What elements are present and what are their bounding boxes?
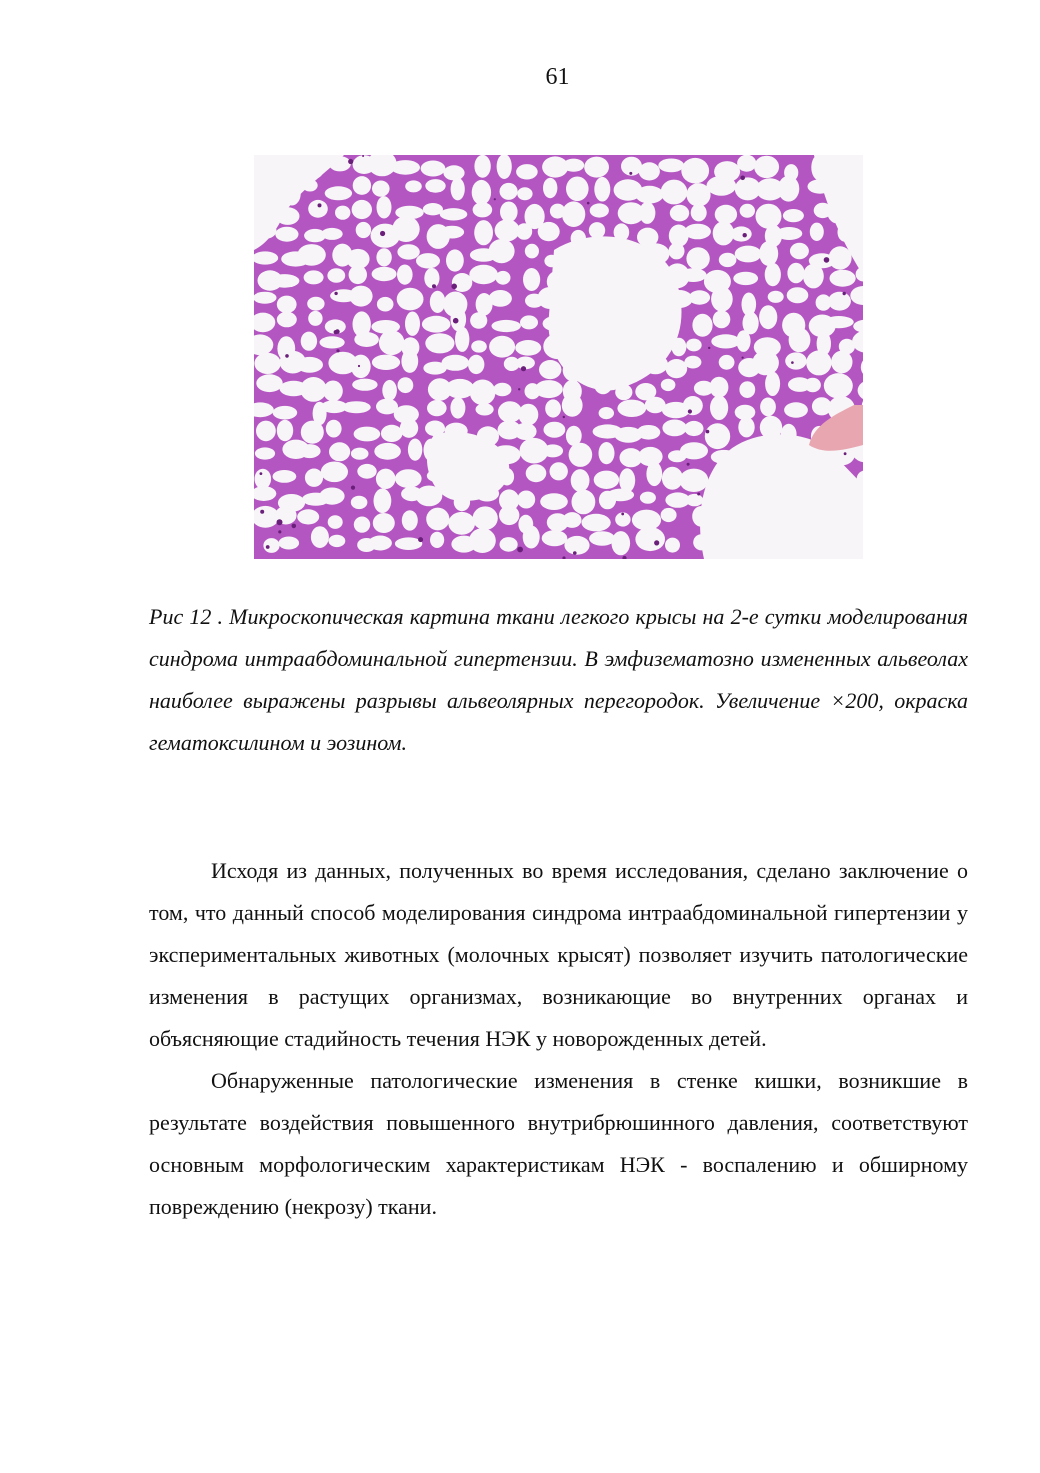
alveolus	[470, 312, 487, 329]
alveolus	[829, 246, 852, 269]
alveolus	[566, 177, 589, 202]
alveolus	[810, 223, 824, 241]
alveolus	[308, 200, 328, 218]
alveolus	[661, 180, 688, 205]
page-number: 61	[545, 64, 570, 90]
alveolus	[739, 381, 755, 398]
nucleus-dot	[742, 357, 744, 359]
alveolus	[711, 287, 733, 312]
paragraph-2: Обнаруженные патологические изменения в стенке кишки, возникшие в результате воздействия повышенного внутрибрюшинного давления, соответствуют основным морфологическим характеристикам НЭК - воспалению и обширному повреждению (некрозу) ткани.	[149, 1068, 968, 1219]
alveolus	[525, 244, 539, 259]
alveolus	[311, 526, 329, 548]
alveolus	[329, 535, 346, 547]
alveolus	[737, 155, 756, 172]
alveolus	[352, 379, 377, 391]
alveolus	[473, 506, 498, 530]
alveolus	[426, 508, 449, 531]
alveolus	[710, 395, 728, 420]
alveolus	[381, 425, 403, 442]
alveolus	[474, 220, 493, 245]
alveolus	[500, 202, 518, 223]
alveolus	[489, 336, 515, 358]
alveolus	[692, 314, 712, 337]
nucleus-dot	[706, 430, 710, 434]
alveolus	[277, 420, 293, 441]
alveolus	[275, 227, 298, 242]
alveolus	[368, 536, 392, 551]
alveolus	[493, 383, 511, 397]
alveolus	[277, 296, 297, 314]
alveolus	[372, 181, 390, 197]
alveolus	[471, 340, 487, 352]
alveolus	[803, 264, 824, 289]
alveolus	[304, 270, 324, 284]
nucleus-dot	[380, 231, 385, 236]
alveolus	[500, 183, 518, 200]
nucleus-dot	[351, 486, 355, 490]
alveolus	[408, 439, 422, 461]
alveolus	[564, 536, 589, 555]
alveolus	[301, 332, 317, 351]
alveolus	[351, 448, 369, 460]
alveolus	[391, 160, 420, 175]
alveolus	[594, 177, 610, 202]
alveolus	[305, 469, 323, 487]
alveolus	[563, 512, 582, 528]
alveolus	[425, 333, 454, 353]
alveolus	[514, 423, 536, 440]
alveolus	[738, 417, 754, 437]
nucleus-dot	[260, 510, 264, 514]
alveolus	[607, 489, 634, 502]
alveolus	[691, 204, 707, 221]
alveolus	[448, 512, 475, 535]
alveolus	[736, 330, 750, 352]
alveolus	[372, 355, 400, 370]
alveolus	[422, 316, 451, 333]
alveolus	[661, 379, 676, 391]
nucleus-dot	[708, 347, 710, 349]
alveolus	[440, 208, 468, 220]
alveolus	[392, 216, 419, 242]
nucleus-dot	[654, 540, 659, 545]
alveolus	[400, 419, 418, 438]
alveolus	[562, 201, 585, 227]
nucleus-dot	[843, 292, 846, 295]
alveolus	[535, 380, 563, 398]
alveolus	[828, 292, 851, 311]
alveolus	[824, 316, 854, 328]
alveolus	[752, 350, 779, 375]
alveolus	[518, 404, 538, 426]
nucleus-dot	[362, 155, 364, 157]
alveolus	[542, 530, 568, 546]
alveolus	[670, 205, 689, 222]
alveolus	[321, 228, 342, 240]
alveolus	[452, 273, 472, 292]
alveolus	[617, 400, 646, 417]
nucleus-dot	[348, 159, 353, 164]
nucleus-dot	[687, 463, 690, 466]
alveolus	[686, 339, 702, 352]
alveolus	[443, 165, 464, 180]
alveolus	[640, 492, 656, 504]
nucleus-dot	[844, 452, 847, 455]
lung-tissue-micrograph	[254, 155, 863, 559]
alveolus	[256, 374, 282, 392]
alveolus	[686, 247, 709, 270]
alveolus	[492, 320, 521, 332]
alveolus	[308, 311, 322, 326]
alveolus	[342, 401, 371, 413]
alveolus	[416, 253, 440, 268]
alveolus	[468, 355, 484, 374]
alveolus	[830, 270, 856, 287]
alveolus	[569, 443, 593, 467]
alveolus	[740, 204, 755, 218]
alveolus	[255, 469, 272, 489]
alveolus	[374, 489, 392, 514]
micrograph-image	[254, 155, 863, 559]
alveolus	[424, 268, 439, 288]
alveolus	[450, 397, 465, 418]
alveolus	[377, 297, 394, 312]
alveolus	[372, 267, 397, 281]
alveolus	[321, 462, 348, 483]
alveolus	[639, 202, 655, 224]
alveolus	[733, 272, 758, 285]
alveolus	[255, 447, 275, 459]
alveolus	[639, 162, 660, 180]
alveolus	[756, 204, 782, 229]
alveolus	[307, 297, 324, 311]
alveolus	[397, 288, 424, 311]
alveolus	[495, 219, 520, 241]
alveolus	[328, 515, 343, 529]
nucleus-dot	[688, 409, 692, 413]
alveolus	[806, 350, 831, 375]
alveolus	[356, 222, 371, 238]
alveolus	[681, 158, 709, 184]
alveolus	[572, 490, 596, 515]
alveolus	[805, 378, 821, 392]
nucleus-dot	[260, 472, 263, 475]
alveolus	[787, 263, 804, 284]
alveolus	[470, 380, 496, 406]
alveolus	[684, 421, 703, 436]
alveolus	[707, 176, 737, 196]
alveolus	[476, 403, 494, 415]
alveolus	[543, 178, 557, 198]
alveolus	[427, 400, 447, 416]
alveolus	[719, 355, 735, 370]
alveolus	[472, 180, 491, 205]
alveolus	[787, 287, 809, 303]
alveolus	[790, 243, 809, 259]
alveolus	[376, 469, 396, 489]
alveolus	[382, 380, 397, 401]
alveolus	[256, 421, 276, 442]
alveolus	[662, 420, 686, 437]
alveolus	[523, 268, 540, 291]
alveolus	[497, 155, 512, 179]
alveolus	[661, 508, 677, 522]
alveolus	[430, 532, 444, 548]
alveolus	[719, 253, 737, 267]
alveolus	[612, 531, 631, 555]
nucleus-dot	[573, 551, 577, 555]
alveolus	[402, 510, 418, 530]
alveolus	[669, 243, 685, 260]
alveolus	[273, 406, 298, 420]
alveolus	[635, 186, 663, 204]
nucleus-dot	[518, 388, 520, 390]
alveolus	[351, 355, 371, 379]
alveolus	[776, 227, 802, 240]
alveolus	[785, 352, 807, 369]
alveolus	[489, 290, 512, 307]
alveolus	[489, 239, 515, 263]
alveolus	[684, 356, 701, 369]
alveolus	[374, 443, 401, 460]
alveolus	[550, 462, 568, 480]
nucleus-dot	[292, 524, 297, 529]
nucleus-dot	[740, 176, 745, 181]
alveolus	[571, 469, 590, 492]
alveolus	[665, 538, 680, 553]
alveolus	[273, 470, 297, 483]
alveolus	[824, 373, 853, 398]
body-text	[149, 850, 968, 1228]
alveolus	[373, 513, 395, 533]
alveolus	[635, 527, 665, 551]
alveolus	[301, 421, 324, 444]
alveolus	[516, 223, 532, 240]
alveolus	[684, 224, 711, 240]
alveolus	[279, 537, 300, 550]
alveolus	[710, 377, 729, 398]
alveolus	[499, 506, 519, 526]
alveolus	[474, 155, 490, 178]
paragraph-1: Исходя из данных, полученных во время исследования, сделано заключение о том, что данный способ моделирования синдрома интраабдоминальной гипертензии у экспериментальных животных (молочных крысят) позволяет изучить патологические изменения в растущих организмах, возникающие во внутренних органах и объясняющие стадийность течения НЭК у новорожденных детей.	[149, 858, 968, 1051]
alveolus	[683, 396, 703, 415]
alveolus	[397, 244, 419, 259]
alveolus	[679, 469, 708, 492]
alveolus	[760, 398, 776, 417]
alveolus	[784, 402, 808, 417]
alveolus	[768, 291, 784, 303]
nucleus-dot	[358, 365, 360, 367]
alveolus	[538, 222, 560, 241]
alveolus	[254, 292, 277, 304]
alveolus	[469, 265, 498, 284]
alveolus	[323, 381, 343, 402]
nucleus-dot	[278, 530, 281, 533]
nucleus-dot	[697, 493, 700, 496]
nucleus-dot	[453, 318, 459, 324]
alveolus	[632, 510, 661, 531]
alveolus	[689, 290, 710, 304]
alveolus	[713, 221, 734, 245]
nucleus-dot	[563, 416, 565, 418]
alveolus	[254, 353, 280, 374]
alveolus	[584, 157, 609, 178]
nucleus-dot	[587, 202, 590, 205]
alveolus	[715, 205, 737, 224]
nucleus-dot	[791, 361, 794, 364]
alveolus	[325, 186, 352, 200]
alveolus	[496, 271, 511, 285]
alveolus	[401, 349, 418, 373]
alveolus	[539, 360, 561, 379]
alveolus	[520, 315, 538, 329]
alveolus	[500, 537, 518, 552]
alveolus	[349, 265, 367, 284]
alveolus	[658, 159, 684, 173]
alveolus	[299, 444, 321, 458]
alveolus	[545, 399, 561, 417]
alveolus	[498, 401, 522, 422]
alveolus	[543, 444, 564, 457]
alveolus	[544, 422, 566, 438]
alveolus	[778, 176, 799, 202]
alveolus	[646, 462, 662, 486]
alveolus	[526, 464, 547, 482]
alveolus	[425, 179, 445, 193]
alveolus	[354, 517, 370, 533]
alveolus	[327, 268, 345, 282]
alveolus	[335, 206, 350, 220]
alveolus	[451, 178, 465, 201]
nucleus-dot	[451, 284, 457, 290]
alveolus	[680, 442, 708, 459]
alveolus	[731, 226, 752, 241]
nucleus-dot	[334, 292, 337, 295]
alveolus	[666, 359, 688, 378]
alveolus	[377, 196, 392, 218]
alveolus	[405, 180, 422, 192]
alveolus	[516, 164, 538, 179]
alveolus	[353, 176, 371, 195]
alveolus	[297, 244, 325, 266]
alveolus	[517, 491, 535, 509]
alveolus	[589, 531, 615, 546]
alveolus	[711, 334, 740, 348]
alveolus	[455, 327, 469, 352]
nucleus-dot	[629, 172, 632, 175]
alveolus	[263, 538, 279, 553]
nucleus-dot	[494, 198, 496, 200]
nucleus-dot	[335, 329, 340, 334]
alveolus	[405, 312, 420, 336]
figure-caption: Рис 12 . Микроскопическая картина ткани легкого крысы на 2-е сутки моделирования синдрома интраабдоминальной гипертензии. В эмфизематозно измененных альвеолах наиболее выражены разрывы альвеолярных перегородок. Увеличение ×200, окраска гематоксилином и эозином.	[149, 604, 968, 755]
alveolus	[354, 332, 379, 347]
alveolus	[349, 286, 372, 307]
alveolus	[351, 496, 368, 509]
alveolus	[582, 514, 611, 532]
alveolus	[300, 377, 326, 402]
alveolus	[599, 407, 614, 419]
alveolus	[326, 420, 342, 438]
alveolus	[783, 209, 804, 222]
alveolus	[705, 423, 730, 449]
alveolus	[831, 351, 852, 374]
alveolus	[713, 310, 731, 328]
alveolus	[277, 312, 297, 328]
alveolus	[395, 469, 422, 488]
alveolus	[296, 357, 323, 373]
alveolus	[765, 263, 781, 286]
alveolus	[735, 246, 762, 263]
alveolus	[319, 488, 344, 505]
alveolus	[270, 274, 300, 288]
nucleus-dot	[285, 354, 289, 358]
alveolus	[637, 425, 661, 440]
alveolus	[469, 528, 496, 553]
nucleus-dot	[277, 519, 283, 525]
alveolus	[376, 248, 391, 266]
alveolus	[515, 340, 541, 356]
alveolus	[430, 291, 446, 313]
alveolus	[562, 394, 583, 417]
alveolus	[759, 241, 778, 266]
alveolus	[563, 159, 584, 172]
alveolus	[357, 464, 376, 479]
alveolus	[589, 222, 605, 239]
alveolus	[523, 526, 540, 549]
nucleus-dot	[621, 513, 624, 516]
alveolus	[421, 161, 446, 177]
alveolus	[754, 156, 779, 178]
alveolus	[442, 355, 470, 371]
alveolus	[352, 200, 372, 219]
alveolus	[540, 493, 568, 510]
alveolus	[320, 336, 345, 348]
nucleus-dot	[824, 257, 830, 263]
alveolus	[594, 471, 619, 489]
nucleus-dot	[318, 203, 322, 207]
alveolus	[473, 202, 493, 217]
nucleus-dot	[266, 545, 270, 549]
alveolus	[517, 187, 532, 200]
alveolus	[686, 494, 703, 506]
nucleus-dot	[521, 366, 526, 371]
alveolus	[446, 379, 475, 399]
alveolus	[329, 442, 350, 461]
alveolus	[354, 427, 381, 442]
alveolus	[599, 442, 615, 464]
alveolus	[397, 265, 413, 285]
alveolus	[590, 203, 609, 217]
alveolus	[440, 226, 464, 239]
alveolus	[680, 268, 707, 282]
alveolus	[446, 249, 464, 271]
alveolus	[379, 330, 405, 355]
alveolus	[297, 509, 319, 524]
alveolus	[398, 377, 414, 393]
nucleus-dot	[336, 349, 339, 352]
nucleus-dot	[517, 547, 523, 553]
nucleus-dot	[432, 284, 436, 288]
alveolus	[765, 372, 780, 396]
nucleus-dot	[418, 537, 423, 542]
nucleus-dot	[743, 233, 747, 237]
alveolus	[789, 328, 811, 353]
alveolus	[759, 305, 777, 329]
